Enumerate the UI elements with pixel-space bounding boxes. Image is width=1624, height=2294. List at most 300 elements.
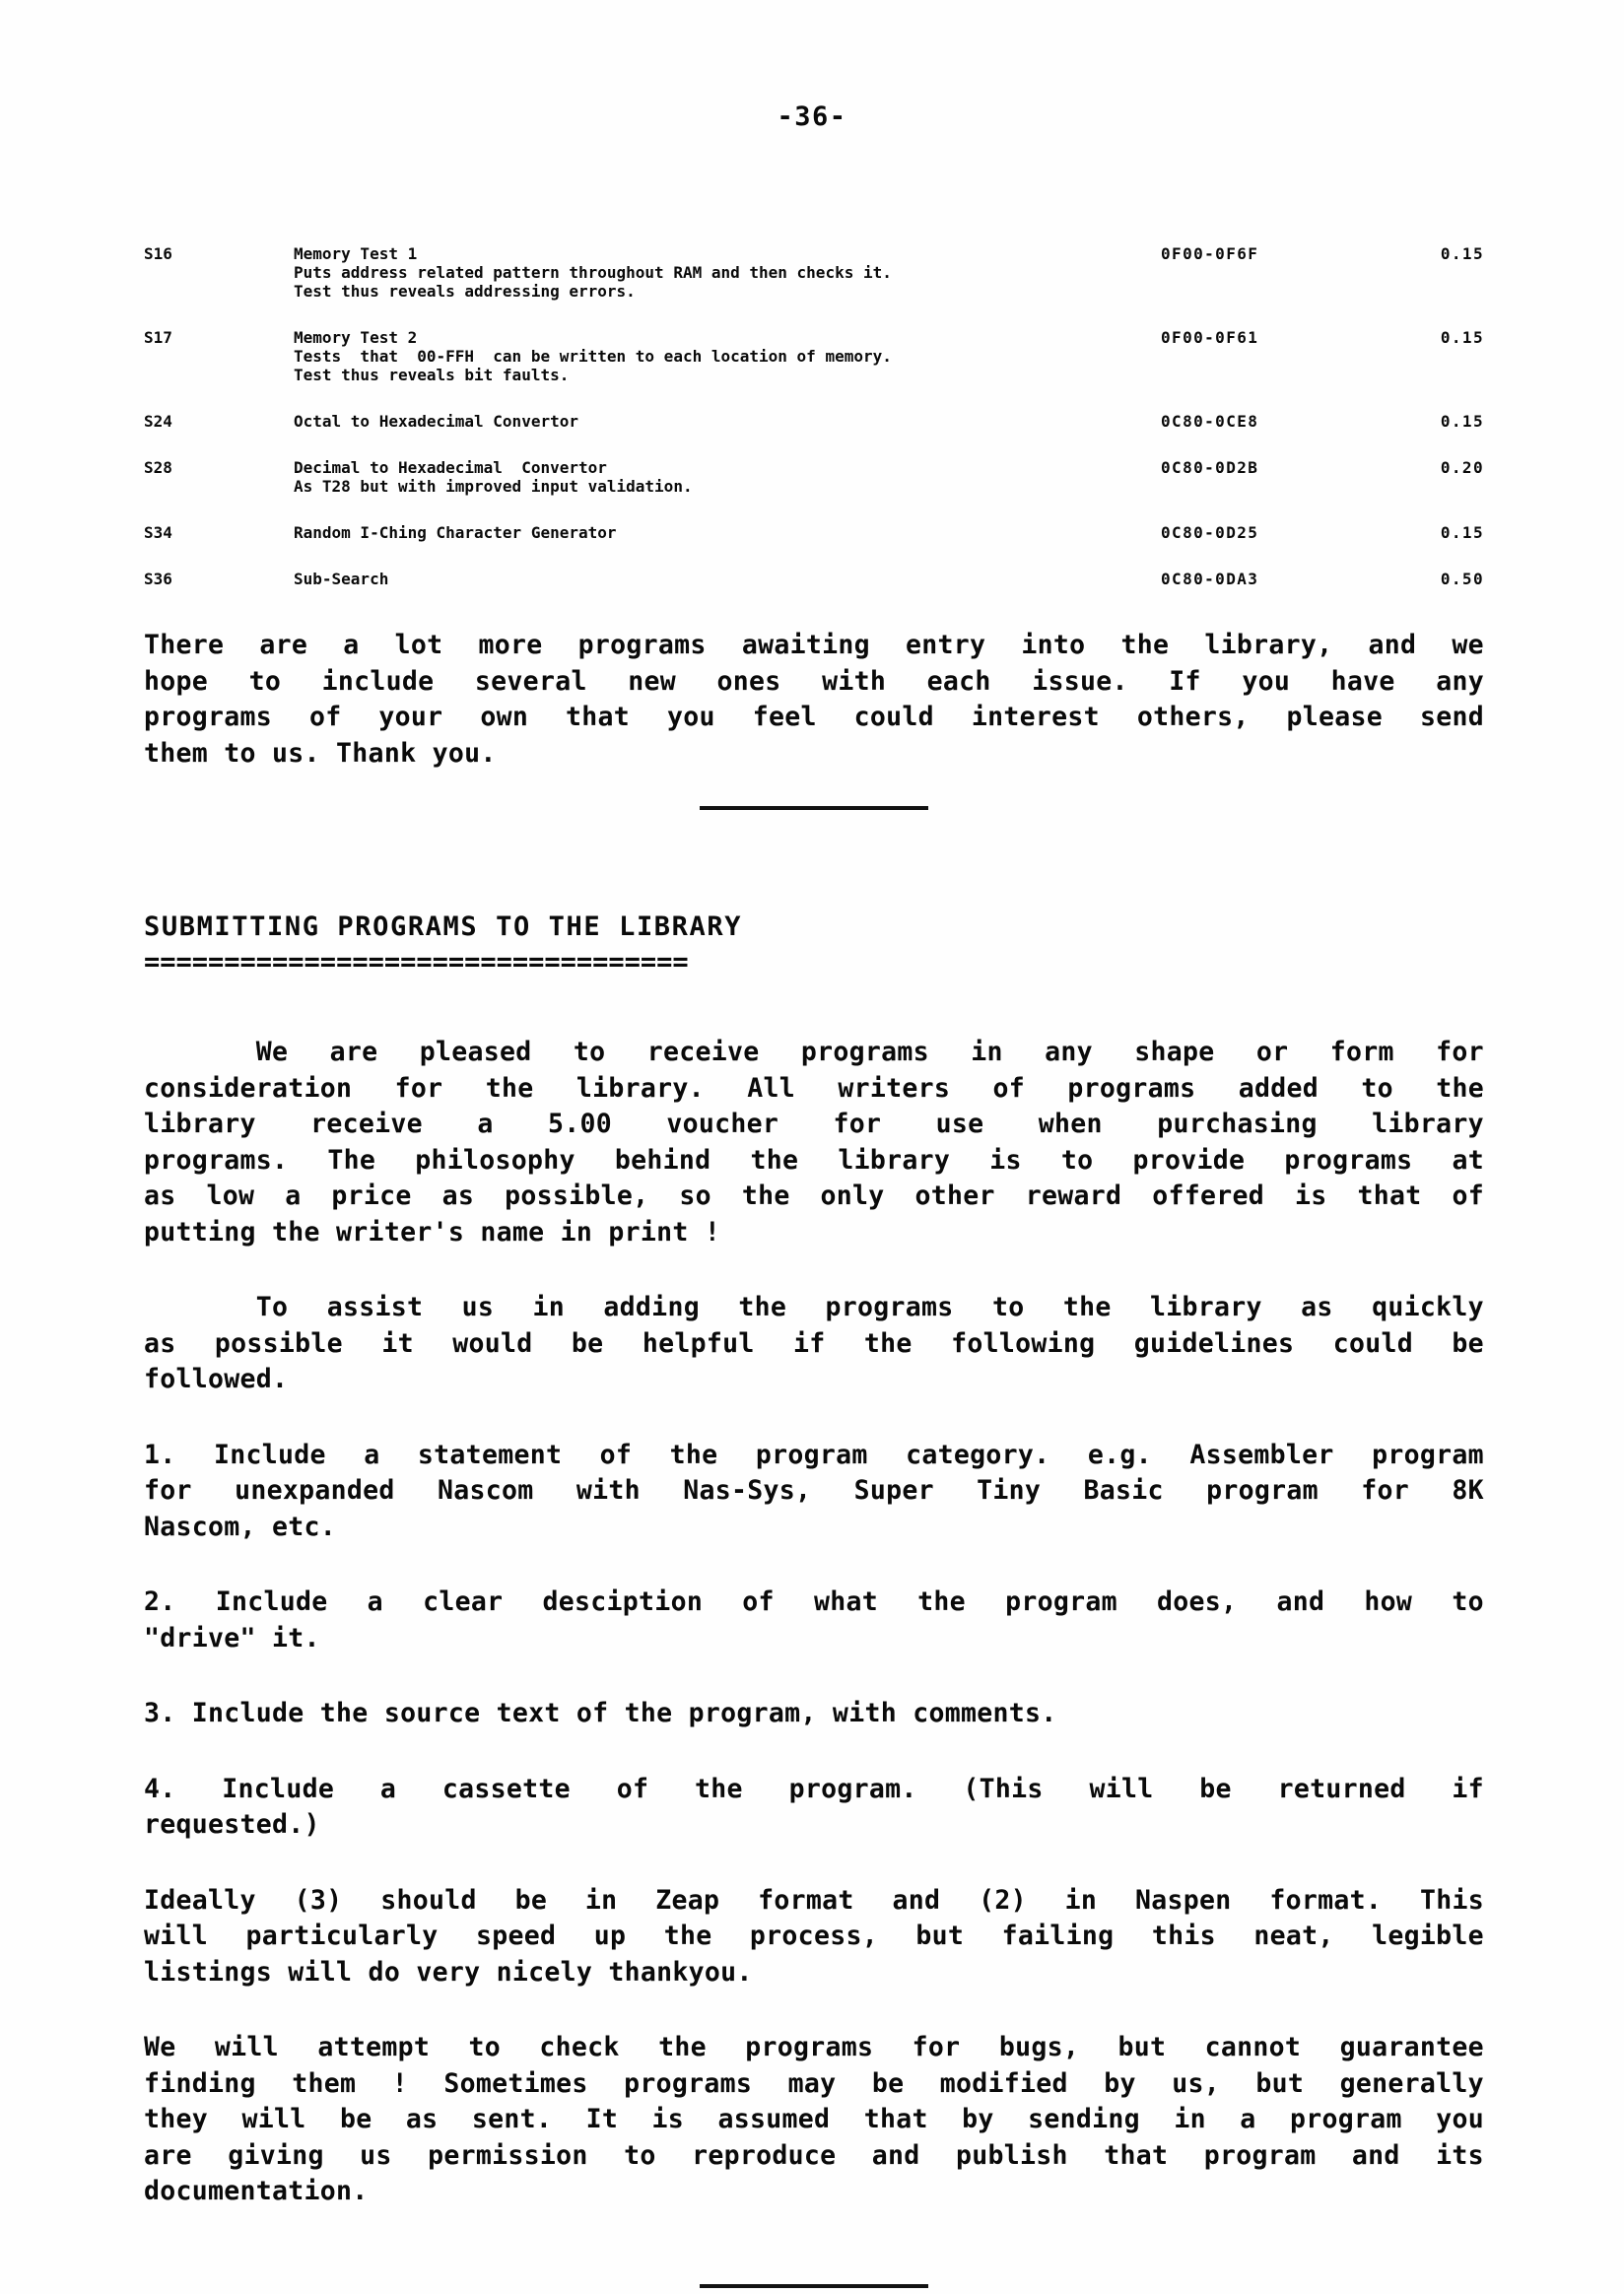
word: have xyxy=(1330,665,1395,697)
word: are xyxy=(259,630,308,660)
section-heading-underline: ================================== xyxy=(144,947,689,978)
guideline-item xyxy=(144,1696,1484,1732)
word: would xyxy=(452,1327,533,1359)
word: Super xyxy=(853,1475,934,1506)
word: use xyxy=(935,1109,984,1139)
program-code: S17 xyxy=(144,328,172,347)
word: us xyxy=(461,1292,495,1322)
word: and xyxy=(892,1884,941,1916)
word: send xyxy=(1419,702,1484,732)
word: generally xyxy=(1339,2067,1484,2099)
word: library xyxy=(838,1144,951,1176)
word: this xyxy=(1151,1921,1216,1951)
word: legible xyxy=(1372,1921,1484,1951)
program-address-range: 0C80-0D2B xyxy=(1161,458,1259,477)
program-price: 0.15 xyxy=(1440,244,1484,263)
word: We xyxy=(144,1037,289,1067)
text-line xyxy=(144,2138,1484,2175)
word: library. xyxy=(575,1072,705,1104)
word: for xyxy=(1361,1475,1410,1506)
spacer xyxy=(144,2210,1484,2250)
word: with xyxy=(822,665,887,697)
text-line: As T28 but with improved input validation. xyxy=(294,477,693,496)
word: philosophy xyxy=(415,1144,575,1176)
page-content xyxy=(144,244,1484,2292)
word: the xyxy=(863,1327,913,1359)
word: you xyxy=(1242,665,1291,697)
program-code: S24 xyxy=(144,412,172,431)
word: reward xyxy=(1025,1181,1122,1211)
word: will xyxy=(1089,1773,1154,1804)
word: Nas-Sys, xyxy=(683,1475,812,1506)
word: and xyxy=(871,2139,920,2171)
word: for xyxy=(144,1475,192,1506)
program-address-range: 0F00-0F6F xyxy=(1161,244,1259,263)
word: should xyxy=(380,1884,477,1916)
text-line xyxy=(144,1883,1484,1920)
word: statement xyxy=(417,1439,563,1470)
spacer xyxy=(144,2250,1484,2273)
program-code: S28 xyxy=(144,458,172,477)
word: modified xyxy=(939,2067,1068,2099)
word: your xyxy=(378,702,443,732)
program-code: S16 xyxy=(144,244,172,263)
word: of xyxy=(599,1439,633,1470)
word: that xyxy=(1357,1181,1422,1211)
spacer xyxy=(144,772,1484,795)
word: to xyxy=(1060,1144,1094,1176)
program-entry xyxy=(144,458,1484,496)
word: the xyxy=(1120,630,1170,660)
word: receive xyxy=(646,1037,760,1067)
word: the xyxy=(738,1292,787,1322)
word: programs xyxy=(800,1037,929,1067)
word: clear xyxy=(423,1586,504,1617)
word: the xyxy=(485,1072,534,1104)
paragraph-formats xyxy=(144,1883,1484,1991)
program-title: Memory Test 2 xyxy=(294,328,418,347)
word: its xyxy=(1436,2139,1484,2171)
guideline-item xyxy=(144,1772,1484,1844)
word: added xyxy=(1238,1072,1320,1104)
word: 1. xyxy=(144,1439,176,1470)
word: or xyxy=(1255,1037,1289,1067)
program-title: Sub-Search xyxy=(294,570,389,588)
program-address-range: 0F00-0F61 xyxy=(1161,328,1259,347)
word: a xyxy=(364,1439,380,1470)
word: each xyxy=(926,665,991,697)
word: the xyxy=(658,2032,707,2062)
word: the xyxy=(1062,1292,1112,1322)
word: in xyxy=(584,1884,618,1916)
word: program xyxy=(1203,2139,1317,2171)
word: library, xyxy=(1204,630,1333,660)
word: There xyxy=(144,630,225,660)
program-address-range: 0C80-0CE8 xyxy=(1161,412,1259,431)
word: particularly xyxy=(245,1921,439,1951)
word: others, xyxy=(1136,702,1250,732)
word: please xyxy=(1286,702,1384,732)
word: attempt xyxy=(317,2032,431,2062)
word: We xyxy=(144,2032,176,2062)
word: of xyxy=(308,702,342,732)
word: us, xyxy=(1172,2067,1220,2099)
paragraph-bug-checking xyxy=(144,2030,1484,2210)
word: 8K xyxy=(1452,1475,1484,1506)
program-title: Random I-Ching Character Generator xyxy=(294,523,617,542)
word: of xyxy=(1452,1181,1484,1211)
program-title: Octal to Hexadecimal Convertor xyxy=(294,412,578,431)
word: for xyxy=(394,1072,443,1104)
word: the xyxy=(695,1773,743,1804)
word: that xyxy=(863,2104,928,2134)
program-entry-header xyxy=(144,523,1484,542)
spacer xyxy=(144,1990,1484,2030)
word: if xyxy=(793,1327,826,1359)
spacer xyxy=(144,1250,1484,1290)
program-price: 0.15 xyxy=(1440,328,1484,347)
word: the xyxy=(669,1439,718,1470)
horizontal-rule-top xyxy=(144,795,1484,814)
program-entry xyxy=(144,570,1484,588)
word: Nascom xyxy=(437,1475,534,1506)
text-line: requested.) xyxy=(144,1809,320,1840)
spacer xyxy=(144,1732,1484,1772)
section-heading: SUBMITTING PROGRAMS TO THE LIBRARY xyxy=(144,911,743,942)
text-line xyxy=(144,1179,1484,1215)
word: them xyxy=(292,2067,357,2099)
word: the xyxy=(1436,1072,1484,1104)
word: cassette xyxy=(441,1773,571,1804)
word: to xyxy=(1361,1072,1393,1104)
word: finding xyxy=(144,2067,256,2099)
word: programs xyxy=(577,630,707,660)
spacer xyxy=(144,814,1484,871)
program-entry-header xyxy=(144,570,1484,588)
text-line xyxy=(144,2102,1484,2138)
word: as xyxy=(144,1327,176,1359)
program-code: S36 xyxy=(144,570,172,588)
word: adding xyxy=(603,1292,700,1322)
word: of xyxy=(992,1072,1026,1104)
word: provide xyxy=(1132,1144,1246,1176)
word: programs xyxy=(624,2067,753,2099)
word: cannot xyxy=(1204,2032,1302,2062)
text-line xyxy=(144,1071,1484,1108)
word: Include xyxy=(215,1586,328,1617)
program-entry-header xyxy=(144,458,1484,477)
word: programs xyxy=(1284,1144,1413,1176)
program-price: 0.15 xyxy=(1440,523,1484,542)
program-list xyxy=(144,244,1484,588)
word: could xyxy=(853,702,934,732)
word: The xyxy=(327,1144,376,1176)
word: it xyxy=(381,1327,414,1359)
word: when xyxy=(1038,1109,1103,1139)
word: All xyxy=(747,1072,796,1104)
word: but xyxy=(915,1921,965,1951)
word: neat, xyxy=(1253,1921,1334,1951)
word: reproduce xyxy=(692,2139,837,2171)
word: Include xyxy=(222,1773,335,1804)
word: It xyxy=(585,2104,619,2134)
word: Tiny xyxy=(977,1475,1042,1506)
word: only xyxy=(820,1181,885,1211)
word: a xyxy=(367,1586,383,1617)
program-entry xyxy=(144,412,1484,431)
rule-line xyxy=(700,806,928,810)
word: with xyxy=(575,1475,641,1506)
program-entry-header xyxy=(144,244,1484,263)
text-line: Test thus reveals addressing errors. xyxy=(294,282,636,301)
word: check xyxy=(539,2032,620,2062)
text-line xyxy=(144,1326,1484,1363)
word: new xyxy=(628,665,676,697)
word: and xyxy=(1351,2139,1400,2171)
program-description xyxy=(294,263,1484,301)
word: to xyxy=(991,1292,1025,1322)
word: form xyxy=(1329,1037,1394,1067)
word: behind xyxy=(614,1144,711,1176)
word: a xyxy=(343,630,360,660)
word: programs xyxy=(1067,1072,1196,1104)
word: be xyxy=(571,1327,604,1359)
word: helpful xyxy=(642,1327,755,1359)
word: up xyxy=(593,1921,627,1951)
word: Zeap xyxy=(655,1884,720,1916)
word: in xyxy=(532,1292,566,1322)
word: how xyxy=(1364,1586,1413,1617)
word: format. xyxy=(1269,1884,1383,1916)
word: may xyxy=(787,2067,837,2099)
word: (This xyxy=(963,1773,1044,1804)
word: of xyxy=(616,1773,649,1804)
text-line xyxy=(144,1772,1484,1808)
word: a xyxy=(477,1109,494,1139)
program-description xyxy=(294,347,1484,384)
word: hope xyxy=(144,665,209,697)
word: be xyxy=(514,1884,548,1916)
word: as xyxy=(441,1181,475,1211)
text-line xyxy=(144,1107,1484,1143)
text-line: Test thus reveals bit faults. xyxy=(294,366,570,384)
word: are xyxy=(144,2139,192,2171)
word: assumed xyxy=(717,2104,831,2134)
word: ones xyxy=(716,665,781,697)
text-line: them to us. Thank you. xyxy=(144,737,497,769)
text-line xyxy=(144,2030,1484,2066)
word: Include xyxy=(213,1439,326,1470)
word: more xyxy=(478,630,543,660)
word: possible xyxy=(214,1327,343,1359)
word: is xyxy=(989,1144,1022,1176)
word: writers xyxy=(838,1072,951,1104)
word: feel xyxy=(752,702,817,732)
word: to xyxy=(573,1037,606,1067)
word: unexpanded xyxy=(235,1475,395,1506)
text-line xyxy=(144,1143,1484,1180)
program-entry-header xyxy=(144,412,1484,431)
word: will xyxy=(214,2032,279,2062)
word: interest xyxy=(971,702,1100,732)
word: programs xyxy=(144,702,273,732)
program-entry-header xyxy=(144,328,1484,347)
word: will xyxy=(144,1921,209,1951)
word: returned xyxy=(1277,1773,1406,1804)
word: in xyxy=(971,1037,1003,1067)
word: as xyxy=(144,1181,176,1211)
program-title: Memory Test 1 xyxy=(294,244,418,263)
page-number: -36- xyxy=(777,101,847,132)
word: but xyxy=(1117,2032,1167,2062)
word: desciption xyxy=(542,1586,704,1617)
word: following xyxy=(951,1327,1096,1359)
word: for xyxy=(912,2032,961,2062)
word: low xyxy=(206,1181,255,1211)
word: process, xyxy=(749,1921,878,1951)
text-line xyxy=(144,1035,1484,1071)
word: are xyxy=(329,1037,378,1067)
spacer xyxy=(144,978,1484,1035)
horizontal-rule-bottom xyxy=(144,2273,1484,2292)
word: Basic xyxy=(1083,1475,1164,1506)
word: the xyxy=(741,1181,790,1211)
word: a xyxy=(379,1773,397,1804)
program-price: 0.50 xyxy=(1440,570,1484,588)
word: the xyxy=(663,1921,712,1951)
word: Assembler xyxy=(1189,1439,1334,1470)
program-title: Decimal to Hexadecimal Convertor xyxy=(294,458,607,477)
program-code: S34 xyxy=(144,523,172,542)
word: into xyxy=(1021,630,1086,660)
text-line xyxy=(144,1919,1484,1955)
word: what xyxy=(813,1586,878,1617)
word: as xyxy=(1301,1292,1333,1322)
word: at xyxy=(1452,1144,1484,1176)
word: any xyxy=(1045,1037,1093,1067)
spacer xyxy=(144,1656,1484,1696)
word: that xyxy=(1104,2139,1169,2171)
word: category. xyxy=(906,1439,1050,1470)
word: the xyxy=(750,1144,799,1176)
word: several xyxy=(474,665,587,697)
guideline-item xyxy=(144,1585,1484,1656)
word: guidelines xyxy=(1133,1327,1295,1359)
word: and xyxy=(1276,1586,1325,1617)
word: any xyxy=(1436,665,1484,697)
text-line xyxy=(144,700,1484,736)
word: program xyxy=(1289,2104,1402,2134)
text-line: "drive" it. xyxy=(144,1622,320,1653)
word: library xyxy=(144,1109,256,1139)
text-line: 3. Include the source text of the program, with comments. xyxy=(144,1698,1057,1728)
word: possible, xyxy=(505,1181,649,1211)
word: bugs, xyxy=(998,2032,1080,2062)
word: in xyxy=(1064,1884,1098,1916)
word: include xyxy=(321,665,435,697)
word: you xyxy=(667,702,715,732)
word: we xyxy=(1452,630,1484,660)
word: offered xyxy=(1152,1181,1265,1211)
word: If xyxy=(1169,665,1201,697)
word: us xyxy=(360,2139,392,2171)
word: programs xyxy=(825,1292,954,1322)
text-line: documentation. xyxy=(144,2176,369,2206)
word: price xyxy=(331,1181,412,1211)
text-line: Nascom, etc. xyxy=(144,1511,337,1542)
program-description xyxy=(294,477,1484,496)
text-line xyxy=(144,1473,1484,1510)
word: (2) xyxy=(979,1884,1027,1916)
word: to xyxy=(248,665,282,697)
word: permission xyxy=(428,2139,588,2171)
word: ! xyxy=(391,2067,408,2099)
word: by xyxy=(962,2104,994,2134)
word: assist xyxy=(326,1292,424,1322)
word: be xyxy=(1452,1327,1484,1359)
word: consideration xyxy=(144,1072,353,1104)
word: failing xyxy=(1001,1921,1115,1951)
guideline-list xyxy=(144,1438,1484,1844)
text-line: Tests that 00-FFH can be written to each location of memory. xyxy=(294,347,892,366)
word: so xyxy=(679,1181,711,1211)
program-entry xyxy=(144,328,1484,384)
word: purchasing xyxy=(1157,1109,1318,1139)
text-line: putting the writer's name in print ! xyxy=(144,1216,721,1248)
word: that xyxy=(566,702,631,732)
paragraph-library-philosophy xyxy=(144,1035,1484,1250)
word: (3) xyxy=(294,1884,343,1916)
text-line: Puts address related pattern throughout RAM and then checks it. xyxy=(294,263,892,282)
word: could xyxy=(1332,1327,1413,1359)
word: be xyxy=(1199,1773,1232,1804)
program-entry xyxy=(144,244,1484,301)
word: giving xyxy=(228,2139,324,2171)
word: you xyxy=(1436,2104,1484,2134)
text-line: listings will do very nicely thankyou. xyxy=(144,1956,753,1988)
word: Naspen xyxy=(1135,1884,1232,1916)
word: guarantee xyxy=(1339,2032,1484,2062)
word: 5.00 xyxy=(547,1109,612,1139)
program-address-range: 0C80-0D25 xyxy=(1161,523,1259,542)
word: program xyxy=(1206,1475,1319,1506)
spacer xyxy=(144,588,1484,628)
word: to xyxy=(624,2139,656,2171)
word: own xyxy=(480,702,529,732)
text-line: followed. xyxy=(144,1364,289,1394)
spacer xyxy=(144,1844,1484,1883)
word: sending xyxy=(1028,2104,1140,2134)
word: receive xyxy=(310,1109,423,1139)
word: sent. xyxy=(471,2104,553,2134)
word: program xyxy=(755,1439,868,1470)
word: entry xyxy=(905,630,986,660)
text-line xyxy=(144,664,1484,701)
word: programs. xyxy=(144,1144,289,1176)
spacer xyxy=(144,1398,1484,1438)
word: to xyxy=(1452,1586,1484,1617)
word: To xyxy=(144,1292,289,1322)
word: library xyxy=(1372,1109,1484,1139)
word: of xyxy=(742,1586,775,1617)
text-line xyxy=(144,1438,1484,1474)
word: the xyxy=(917,1586,966,1617)
word: does, xyxy=(1157,1586,1238,1617)
word: publish xyxy=(956,2139,1068,2171)
word: lot xyxy=(394,630,443,660)
spacer xyxy=(144,871,1484,911)
word: 2. xyxy=(144,1586,176,1617)
